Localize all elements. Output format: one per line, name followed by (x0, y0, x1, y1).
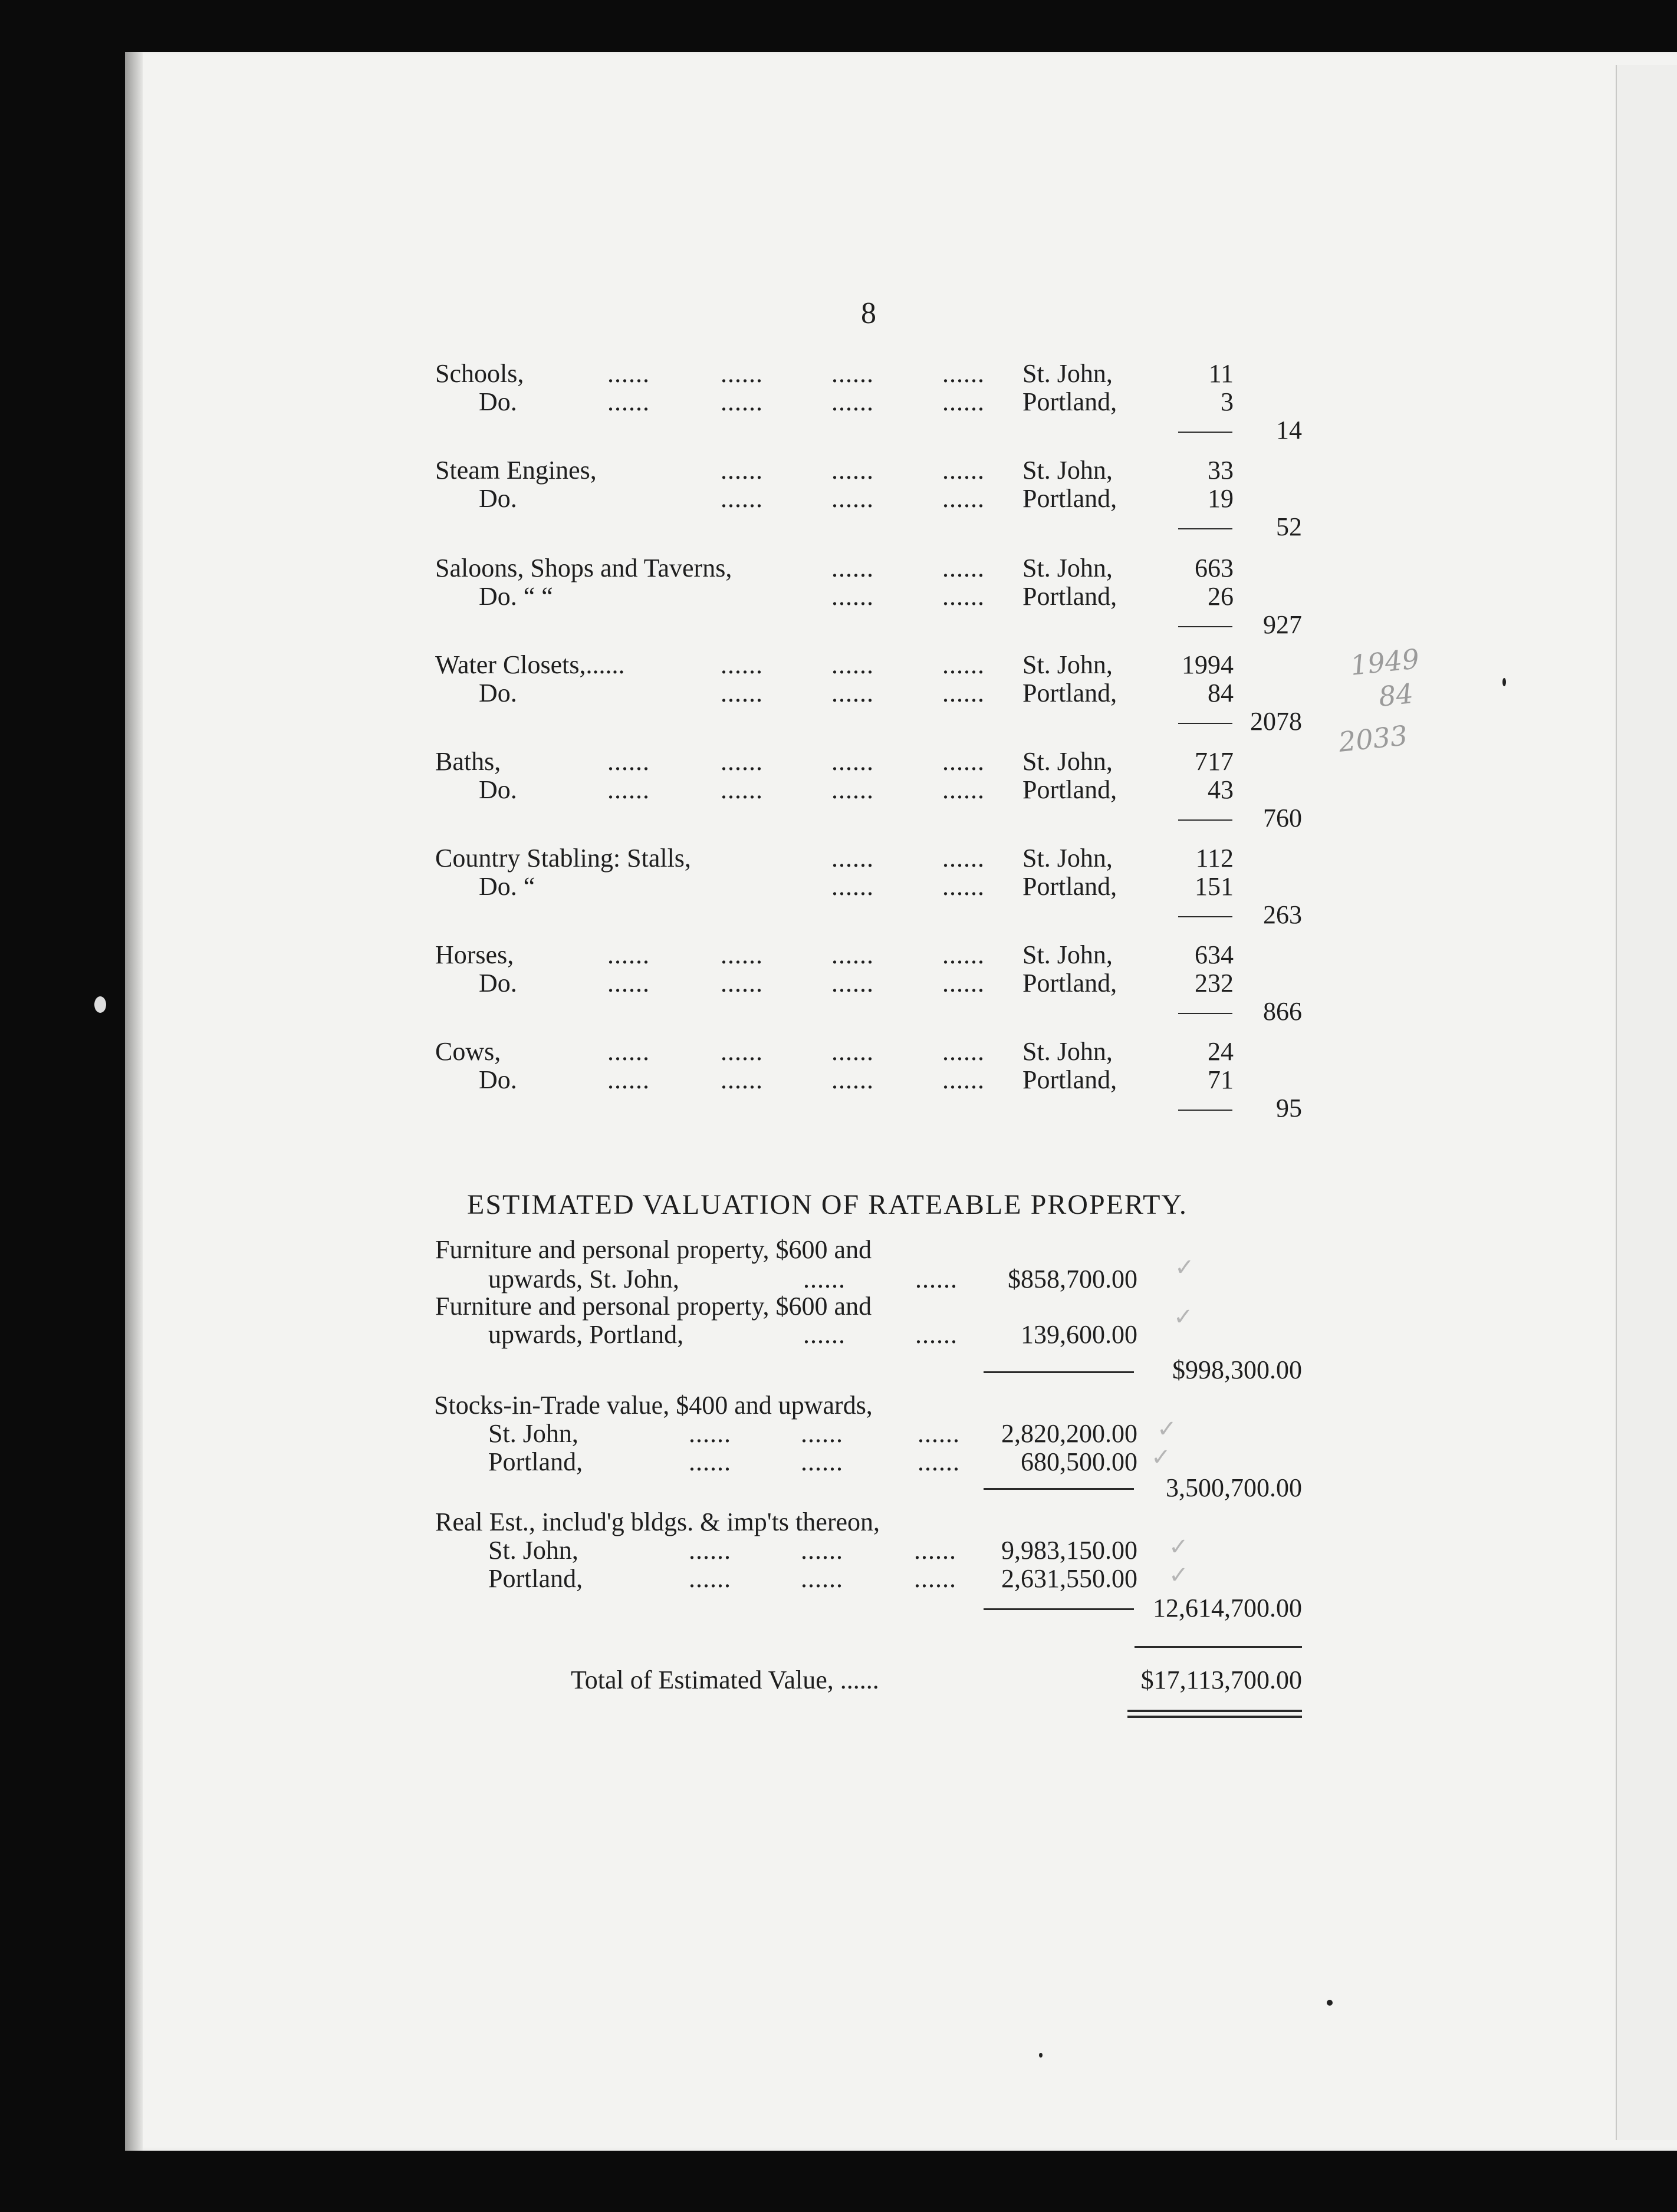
leader-dots: ...... (831, 844, 874, 873)
leader-dots: ...... (942, 969, 985, 998)
scan-speck (1502, 678, 1506, 686)
stocks-loc2: Portland, (488, 1447, 583, 1476)
leader-dots: ...... (915, 1320, 958, 1349)
margin-note-line3: 2033 (1337, 719, 1409, 758)
leader-dots: ...... (721, 650, 763, 679)
realestate-amount-stjohn: 9,983,150.00 (1001, 1536, 1137, 1565)
furniture-amount-stjohn: $858,700.00 (1008, 1265, 1137, 1293)
row-label: Country Stabling: Stalls, (435, 844, 691, 873)
margin-note-line2: 84 (1377, 677, 1415, 713)
row-total: 52 (1276, 512, 1302, 541)
leader-dots: ...... (689, 1419, 731, 1448)
leader-dots: ...... (801, 1564, 843, 1593)
location-portland: Portland, (1022, 1065, 1117, 1094)
leader-dots: ...... (689, 1564, 731, 1593)
row-label: Horses, (435, 940, 514, 969)
leader-dots: ...... (801, 1536, 843, 1565)
location-portland: Portland, (1022, 679, 1117, 707)
value-stjohn: 717 (1195, 747, 1234, 776)
leader-dots: ...... (721, 969, 763, 998)
page-sheet (125, 52, 1677, 2151)
leader-dots: ...... (942, 940, 985, 969)
row-total: 14 (1276, 416, 1302, 445)
row-label: Water Closets,...... (435, 650, 625, 679)
location-stjohn: St. John, (1022, 554, 1113, 582)
sum-rule (1178, 1110, 1232, 1111)
double-rule-bottom (1127, 1716, 1302, 1718)
leader-dots: ...... (914, 1564, 956, 1593)
value-portland: 151 (1195, 872, 1234, 901)
row-sublabel: Do. “ “ (479, 582, 553, 611)
value-portland: 19 (1208, 484, 1234, 513)
leader-dots: ...... (942, 1065, 985, 1094)
leader-dots: ...... (831, 582, 874, 611)
row-total: 927 (1263, 610, 1302, 639)
leader-dots: ...... (721, 1065, 763, 1094)
scan-speck (1327, 2000, 1333, 2006)
total-label: Total of Estimated Value, ...... (571, 1665, 879, 1694)
leader-dots: ...... (607, 359, 650, 388)
location-stjohn: St. John, (1022, 844, 1113, 873)
value-portland: 43 (1208, 775, 1234, 804)
leader-dots: ...... (607, 1037, 650, 1066)
location-stjohn: St. John, (1022, 747, 1113, 776)
leader-dots: ...... (607, 775, 650, 804)
row-sublabel: Do. “ (479, 872, 535, 901)
leader-dots: ...... (914, 1536, 956, 1565)
realestate-loc1: St. John, (488, 1536, 578, 1565)
check-mark: ✓ (1175, 1254, 1195, 1281)
stocks-subtotal: 3,500,700.00 (1166, 1473, 1302, 1502)
stocks-amount-stjohn: 2,820,200.00 (1001, 1419, 1137, 1448)
sum-rule (1178, 819, 1232, 821)
value-portland: 84 (1208, 679, 1234, 707)
sum-rule (984, 1608, 1134, 1610)
leader-dots: ...... (803, 1320, 846, 1349)
row-sublabel: Do. (479, 679, 517, 707)
value-stjohn: 33 (1208, 456, 1234, 485)
leader-dots: ...... (831, 650, 874, 679)
stocks-line1: Stocks-in-Trade value, $400 and upwards, (434, 1391, 873, 1420)
double-rule-top (1127, 1710, 1302, 1712)
leader-dots: ...... (831, 969, 874, 998)
stocks-amount-portland: 680,500.00 (1021, 1447, 1137, 1476)
value-stjohn: 1994 (1182, 650, 1234, 679)
leader-dots: ...... (831, 554, 874, 582)
leader-dots: ...... (607, 969, 650, 998)
leader-dots: ...... (721, 359, 763, 388)
leader-dots: ...... (942, 582, 985, 611)
leader-dots: ...... (942, 872, 985, 901)
leader-dots: ...... (803, 1265, 846, 1293)
location-portland: Portland, (1022, 387, 1117, 416)
leader-dots: ...... (689, 1447, 731, 1476)
check-mark: ✓ (1157, 1416, 1177, 1442)
location-portland: Portland, (1022, 775, 1117, 804)
leader-dots: ...... (607, 1065, 650, 1094)
value-stjohn: 11 (1208, 359, 1234, 388)
leader-dots: ...... (942, 650, 985, 679)
leader-dots: ...... (721, 679, 763, 707)
row-total: 760 (1263, 804, 1302, 832)
next-page-edge (1616, 65, 1677, 2140)
leader-dots: ...... (942, 775, 985, 804)
leader-dots: ...... (831, 775, 874, 804)
total-rule (1135, 1646, 1302, 1648)
leader-dots: ...... (721, 387, 763, 416)
leader-dots: ...... (721, 1037, 763, 1066)
location-stjohn: St. John, (1022, 940, 1113, 969)
scan-speck (94, 996, 106, 1013)
sum-rule (1178, 432, 1232, 433)
row-sublabel: Do. (479, 484, 517, 513)
leader-dots: ...... (942, 484, 985, 513)
value-stjohn: 24 (1208, 1037, 1234, 1066)
sum-rule (1178, 528, 1232, 529)
location-stjohn: St. John, (1022, 456, 1113, 485)
leader-dots: ...... (942, 844, 985, 873)
sum-rule (1178, 626, 1232, 627)
row-total: 263 (1263, 900, 1302, 929)
leader-dots: ...... (721, 775, 763, 804)
check-mark: ✓ (1151, 1444, 1171, 1470)
realestate-amount-portland: 2,631,550.00 (1001, 1564, 1137, 1593)
furniture-line1: Furniture and personal property, $600 and (435, 1235, 872, 1264)
row-sublabel: Do. (479, 969, 517, 998)
row-label: Schools, (435, 359, 524, 388)
value-stjohn: 634 (1195, 940, 1234, 969)
leader-dots: ...... (831, 872, 874, 901)
location-portland: Portland, (1022, 484, 1117, 513)
leader-dots: ...... (607, 747, 650, 776)
sum-rule (1178, 723, 1232, 724)
leader-dots: ...... (942, 359, 985, 388)
value-portland: 232 (1195, 969, 1234, 998)
row-label: Cows, (435, 1037, 501, 1066)
leader-dots: ...... (721, 456, 763, 485)
margin-note-line1: 1949 (1349, 643, 1421, 682)
furniture-line4: upwards, Portland, (488, 1320, 684, 1349)
row-label: Baths, (435, 747, 501, 776)
sum-rule (984, 1488, 1134, 1490)
furniture-amount-portland: 139,600.00 (1021, 1320, 1137, 1349)
leader-dots: ...... (831, 940, 874, 969)
row-label: Saloons, Shops and Taverns, (435, 554, 732, 582)
total-value: $17,113,700.00 (1140, 1665, 1302, 1694)
leader-dots: ...... (721, 747, 763, 776)
stocks-loc1: St. John, (488, 1419, 578, 1448)
leader-dots: ...... (918, 1447, 960, 1476)
leader-dots: ...... (801, 1419, 843, 1448)
leader-dots: ...... (915, 1265, 958, 1293)
location-portland: Portland, (1022, 969, 1117, 998)
page-number: 8 (861, 297, 876, 330)
value-stjohn: 112 (1195, 844, 1234, 873)
leader-dots: ...... (831, 456, 874, 485)
row-total: 2078 (1250, 707, 1302, 736)
furniture-line3: Furniture and personal property, $600 and (435, 1292, 872, 1321)
book-spine-shadow (125, 52, 143, 2151)
leader-dots: ...... (942, 679, 985, 707)
location-stjohn: St. John, (1022, 359, 1113, 388)
check-mark: ✓ (1173, 1304, 1193, 1330)
leader-dots: ...... (831, 679, 874, 707)
realestate-loc2: Portland, (488, 1564, 583, 1593)
leader-dots: ...... (918, 1419, 960, 1448)
leader-dots: ...... (942, 1037, 985, 1066)
location-stjohn: St. John, (1022, 1037, 1113, 1066)
leader-dots: ...... (942, 554, 985, 582)
value-portland: 26 (1208, 582, 1234, 611)
realestate-subtotal: 12,614,700.00 (1153, 1594, 1302, 1622)
row-sublabel: Do. (479, 775, 517, 804)
location-portland: Portland, (1022, 582, 1117, 611)
sum-rule (1178, 1013, 1232, 1014)
row-label: Steam Engines, (435, 456, 597, 485)
location-portland: Portland, (1022, 872, 1117, 901)
leader-dots: ...... (689, 1536, 731, 1565)
row-sublabel: Do. (479, 387, 517, 416)
leader-dots: ...... (607, 387, 650, 416)
row-total: 866 (1263, 997, 1302, 1026)
leader-dots: ...... (721, 940, 763, 969)
leader-dots: ...... (831, 1065, 874, 1094)
furniture-subtotal: $998,300.00 (1172, 1355, 1302, 1384)
check-mark: ✓ (1169, 1533, 1189, 1560)
leader-dots: ...... (942, 747, 985, 776)
leader-dots: ...... (721, 484, 763, 513)
location-stjohn: St. John, (1022, 650, 1113, 679)
scan-speck (1039, 2053, 1043, 2058)
leader-dots: ...... (942, 456, 985, 485)
leader-dots: ...... (831, 484, 874, 513)
value-portland: 3 (1221, 387, 1234, 416)
leader-dots: ...... (831, 359, 874, 388)
row-sublabel: Do. (479, 1065, 517, 1094)
leader-dots: ...... (831, 747, 874, 776)
leader-dots: ...... (801, 1447, 843, 1476)
sum-rule (1178, 916, 1232, 917)
value-portland: 71 (1208, 1065, 1234, 1094)
leader-dots: ...... (607, 940, 650, 969)
sum-rule (984, 1371, 1134, 1373)
leader-dots: ...... (831, 1037, 874, 1066)
value-stjohn: 663 (1195, 554, 1234, 582)
leader-dots: ...... (942, 387, 985, 416)
furniture-line2: upwards, St. John, (488, 1265, 679, 1293)
realestate-line1: Real Est., includ'g bldgs. & imp'ts thereon, (435, 1507, 880, 1536)
row-total: 95 (1276, 1094, 1302, 1123)
check-mark: ✓ (1169, 1562, 1189, 1588)
valuation-heading: ESTIMATED VALUATION OF RATEABLE PROPERTY. (467, 1189, 1188, 1220)
leader-dots: ...... (831, 387, 874, 416)
